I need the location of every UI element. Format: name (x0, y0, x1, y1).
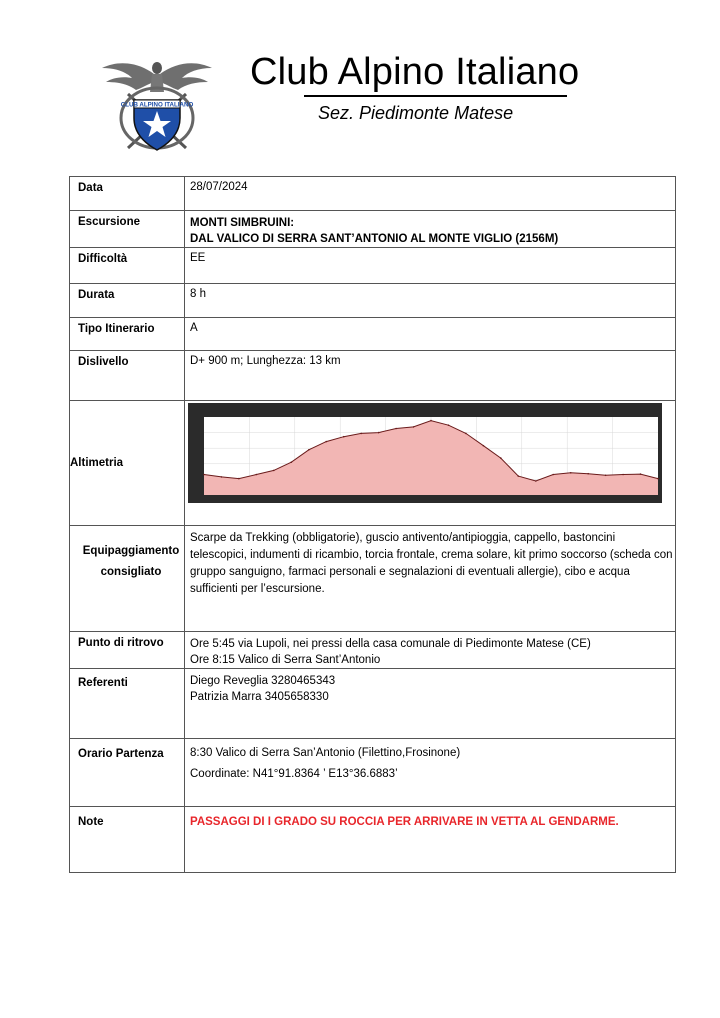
elevation-point (221, 476, 223, 478)
label-equipaggiamento (70, 526, 184, 580)
value-data: 28/07/2024 (190, 181, 248, 193)
label-dislivello: Dislivello (78, 356, 129, 368)
value-cell (185, 177, 676, 211)
label-orario: Orario Partenza (78, 748, 164, 760)
elevation-point (465, 433, 467, 435)
referenti-line2: Patrizia Marra 3405658330 (190, 691, 329, 703)
equip-label-line1: Equipaggiamento (82, 545, 180, 557)
label-referenti: Referenti (78, 677, 128, 689)
value-escursione (185, 211, 675, 247)
elevation-point (448, 424, 450, 426)
elevation-point (256, 474, 258, 476)
info-table (69, 176, 676, 873)
elevation-point (483, 445, 485, 447)
elevation-point (430, 420, 432, 422)
elevation-point (518, 475, 520, 477)
row-orario (70, 739, 676, 807)
elevation-point (203, 474, 205, 476)
label-data: Data (78, 182, 103, 194)
value-difficolta: EE (190, 252, 206, 264)
elevation-point (395, 428, 397, 430)
elevation-point (325, 441, 327, 443)
elevation-point (343, 436, 345, 438)
eagle-wing-left (102, 63, 154, 90)
elevation-point (605, 475, 607, 477)
equip-label-line2: consigliato (100, 566, 162, 578)
elevation-point (413, 426, 415, 428)
elevation-point (552, 474, 554, 476)
elevation-chart (188, 403, 662, 503)
label-cell (70, 177, 185, 211)
elevation-point (273, 470, 275, 472)
cai-logo (98, 52, 216, 160)
value-referenti (185, 669, 675, 705)
eagle-wing-right (160, 63, 212, 90)
label-note: Note (78, 816, 104, 828)
orario-line2: Coordinate: N41°91.8364 ’ E13°36.6883’ (190, 768, 398, 780)
row-referenti (70, 669, 676, 739)
label-escursione: Escursione (78, 216, 140, 228)
elevation-point (622, 474, 624, 476)
logo-text: CLUB ALPINO ITALIANO (120, 101, 194, 109)
label-altimetria: Altimetria (70, 457, 124, 469)
value-tipo: A (190, 322, 198, 334)
row-equipaggiamento (70, 526, 676, 632)
referenti-line1: Diego Reveglia 3280465343 (190, 675, 336, 687)
ritrovo-line1: Ore 5:45 via Lupoli, nei pressi della casa comunale di Piedimonte Matese (CE) (190, 638, 591, 650)
elevation-point (535, 480, 537, 482)
value-equipaggiamento: Scarpe da Trekking (obbligatorie), guscio antivento/antipioggia, cappello, bastoncini telescopici, indumenti di ricambio, torcia frontale, crema solare, kit primo soccorso (scheda con gruppo sanguigno, farmaci personali e segnalazioni di eventuali allergie), cibo e acqua sufficienti per l’escursione. (190, 532, 673, 595)
elevation-point (500, 457, 502, 459)
elevation-point (308, 449, 310, 451)
row-data (70, 177, 676, 211)
row-altimetria (70, 401, 676, 526)
label-tipo: Tipo Itinerario (78, 323, 155, 335)
eagle-head (152, 62, 162, 74)
row-note (70, 807, 676, 873)
value-ritrovo (185, 632, 675, 668)
elevation-point (360, 433, 362, 435)
elevation-point (378, 432, 380, 434)
label-difficolta: Difficoltà (78, 253, 128, 265)
elevation-point (657, 478, 659, 480)
elevation-point (291, 461, 293, 463)
row-ritrovo (70, 632, 676, 669)
title-underline (304, 95, 567, 97)
ritrovo-line2: Ore 8:15 Valico di Serra Sant’Antonio (190, 654, 381, 666)
row-dislivello (70, 351, 676, 401)
value-dislivello: D+ 900 m; Lunghezza: 13 km (190, 355, 341, 367)
value-durata: 8 h (190, 288, 206, 300)
page-title: Club Alpino Italiano (250, 51, 580, 93)
row-escursione (70, 211, 676, 248)
escursione-line1: MONTI SIMBRUINI: (190, 217, 295, 229)
escursione-line2: DAL VALICO DI SERRA SANT’ANTONIO AL MONTE VIGLIO (2156M) (190, 233, 559, 245)
page-subtitle: Sez. Piedimonte Matese (318, 103, 514, 123)
row-difficolta (70, 248, 676, 284)
orario-line1: 8:30 Valico di Serra San’Antonio (Filettino,Frosinone) (190, 747, 461, 759)
elevation-point (640, 473, 642, 475)
elevation-point (587, 473, 589, 475)
elevation-point (238, 478, 240, 480)
label-ritrovo: Punto di ritrovo (78, 637, 164, 649)
value-note: PASSAGGI DI I GRADO SU ROCCIA PER ARRIVARE IN VETTA AL GENDARME. (190, 816, 619, 828)
label-durata: Durata (78, 289, 115, 301)
elevation-point (570, 472, 572, 474)
value-orario (185, 739, 675, 780)
row-tipo (70, 318, 676, 351)
row-durata (70, 284, 676, 318)
